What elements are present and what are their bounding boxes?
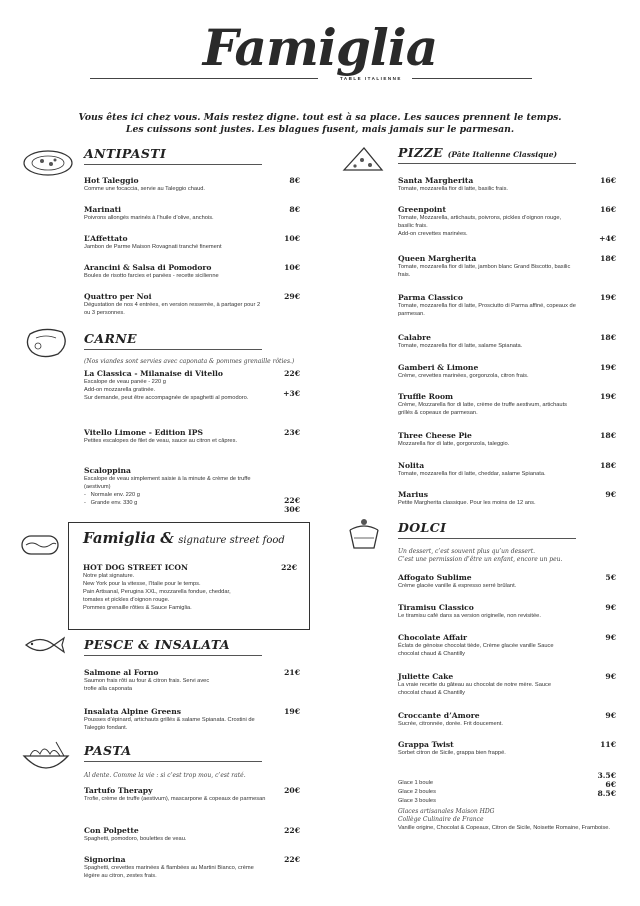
item-desc: Petite Margherita classique. Pour les moins de 12 ans.: [398, 500, 536, 506]
item-name: Juliette Cake: [398, 672, 454, 681]
menu-item-salmone: [84, 668, 300, 693]
menu-item-marinati: [84, 205, 300, 222]
menu-item-arancini: [84, 263, 300, 280]
item-price: 22€: [284, 855, 300, 864]
steak-icon: [24, 326, 70, 360]
item-name: Truffle Room: [398, 392, 454, 401]
item-desc: Petites escalopes de filet de veau, sauce au citron et câpres.: [84, 438, 238, 444]
signature-heading: [83, 529, 285, 548]
signature-brand: Famiglia: [83, 529, 156, 547]
item-price: 10€: [284, 234, 300, 243]
menu-item-calabre: [398, 333, 616, 350]
menu-item-grappa-twist: [398, 740, 616, 757]
item-name: Croccante d’Amore: [398, 711, 480, 720]
carne-rule: [84, 349, 262, 350]
logo: [0, 18, 640, 78]
item-desc: Pousses d’épinard, artichauts grillés & salame Spianata. Crostini de Taleggio fondant.: [84, 717, 255, 731]
item-desc: Crème, crevettes marinées, gorgonzola, citron frais.: [398, 373, 529, 379]
item-price: 18€: [600, 333, 616, 342]
fish-icon: [22, 634, 68, 656]
item-desc: La vraie recette du gâteau au chocolat de notre mère. Sauce chocolat chaud & Chantilly: [398, 682, 552, 696]
option-normal-price: 22€: [284, 496, 300, 505]
item-desc: Sucrée, citronnée, dorée. Frit doucement.: [398, 721, 503, 727]
hotdog-icon: [18, 530, 62, 560]
item-price: 8€: [289, 176, 300, 185]
menu-item-santa-margherita: [398, 176, 616, 193]
menu-item-signorina: [84, 855, 300, 880]
dolci-title: DOLCI: [398, 520, 447, 535]
item-name: Vitello Limone - Edition IPS: [84, 428, 203, 437]
item-desc: Tomate, mozzarella fior di latte, Prosciutto di Parma affiné, copeaux de parmesan.: [398, 303, 576, 317]
item-name: Santa Margherita: [398, 176, 474, 185]
logo-divider-right: [412, 78, 532, 79]
menu-item-affogato: [398, 573, 616, 590]
glace-flavours: Vanille origine, Chocolat & Copeaux, Citron de Sicile, Noisette Romaine, Framboise.: [398, 825, 611, 831]
glace-label: Glace 3 boules: [398, 798, 436, 804]
item-desc: Escalope de veau panée - 220 g: [84, 379, 166, 385]
antipasti-heading: [84, 146, 262, 165]
menu-item-tartufo-therapy: [84, 786, 300, 803]
menu-item-chocolate-affair: [398, 633, 616, 658]
item-name: Arancini & Salsa di Pomodoro: [84, 263, 212, 272]
item-desc: Sorbet citron de Sicile, grappa bien frappé.: [398, 750, 506, 756]
option-grande-price: 30€: [284, 505, 300, 514]
item-addon: Add-on crevettes marinées.: [398, 231, 468, 237]
item-name: Calabre: [398, 333, 431, 342]
item-name: Marinati: [84, 205, 122, 214]
item-price: 18€: [600, 431, 616, 440]
signature-line-2: New York pour la vitesse, l’Italie pour le temps.: [83, 581, 201, 587]
menu-item-croccante: [398, 711, 616, 728]
item-desc: Tomate, mozzarella fior di latte, cheddar, salame Spianata.: [398, 471, 546, 477]
menu-item-juliette-cake: [398, 672, 616, 697]
item-name: Nolita: [398, 461, 425, 470]
item-name: HOT DOG STREET ICON: [83, 563, 188, 572]
menu-item-vitello-limone: [84, 428, 300, 445]
item-name: Insalata Alpine Greens: [84, 707, 182, 716]
item-addon-price: +4€: [599, 234, 616, 243]
item-addon: Add-on mozzarella gratinée.: [84, 387, 156, 393]
brand-subtitle: TABLE ITALIENNE: [340, 76, 402, 81]
option-label: Grande env. 330 g: [90, 500, 138, 506]
item-price: 22€: [281, 563, 297, 572]
glace-row: [398, 771, 616, 786]
dolci-rule: [398, 538, 576, 539]
signature-line-3: Pain Artisanal, Perugina XXL, mozzarella fondue, cheddar,: [83, 589, 231, 595]
item-desc: Éclats de génoise chocolat tiède, Crème glacée vanille Sauce chocolat chaud & Chantilly: [398, 643, 554, 657]
dolci-note-line-1: Un dessert, c’est souvent plus qu’un dessert.: [398, 548, 536, 555]
pizze-heading: [398, 145, 576, 164]
item-option-grande: - Grande env. 330 g: [84, 500, 138, 506]
item-desc: Comme une focaccia, servie au Taleggio chaud.: [84, 186, 205, 192]
menu-item-quattro-per-noi: [84, 292, 300, 317]
carne-note: (Nos viandes sont servies avec caponata & pommes grenaille rôties.): [84, 358, 295, 365]
item-name: Gamberi & Limone: [398, 363, 479, 372]
glaces-info: [398, 808, 616, 832]
menu-item-marius: [398, 490, 616, 507]
menu-item-tiramisu: [398, 603, 616, 620]
item-name: Con Polpette: [84, 826, 139, 835]
menu-item-nolita: [398, 461, 616, 478]
item-price: 9€: [605, 672, 616, 681]
signature-line-1: Notre plat signature.: [83, 573, 135, 579]
item-name: Greenpoint: [398, 205, 446, 214]
glaces-list: [398, 771, 616, 804]
carne-heading: [84, 331, 262, 350]
item-desc: Escalope de veau simplement saisie à la minute & crème de truffe (aestivum): [84, 476, 251, 490]
item-price: 11€: [600, 740, 616, 749]
item-desc: Trofie, crème de truffe (aestivum), mascarpone & copeaux de parmesan: [84, 796, 266, 802]
intro-line-1: Vous êtes ici chez vous. Mais restez digne. tout est à sa place. Les sauces prennent le temps.: [78, 112, 562, 123]
item-price: 8€: [289, 205, 300, 214]
item-name: Chocolate Affair: [398, 633, 468, 642]
item-name: Affogato Sublime: [398, 573, 472, 582]
menu-item-affettato: [84, 234, 300, 251]
menu-item-greenpoint: [398, 205, 616, 243]
item-desc: Dégustation de nos 4 entrées, en version resserrée, à partager pour 2 ou 3 personnes.: [84, 302, 261, 316]
item-name: Signorina: [84, 855, 126, 864]
item-name: Parma Classico: [398, 293, 463, 302]
item-price: 19€: [284, 707, 300, 716]
pasta-title: PASTA: [84, 743, 132, 758]
item-name: Grappa Twist: [398, 740, 454, 749]
item-desc: Spaghetti, crevettes marinées & flambées au Martini Bianco, crème légère au citron, zestes frais.: [84, 865, 254, 879]
item-price: 10€: [284, 263, 300, 272]
item-desc: Jambon de Parme Maison Rovagnati tranché finement: [84, 244, 222, 250]
signature-script: signature street food: [178, 535, 285, 546]
item-price: 19€: [600, 293, 616, 302]
glace-label: Glace 2 boules: [398, 789, 436, 795]
pasta-note: Al dente. Comme la vie : si c’est trop mou, c’est raté.: [84, 772, 246, 779]
pesce-rule: [84, 655, 262, 656]
item-price: 23€: [284, 428, 300, 437]
menu-item-three-cheese-pie: [398, 431, 616, 448]
item-name: Hot Taleggio: [84, 176, 139, 185]
item-price: 19€: [600, 363, 616, 372]
item-desc: Tomate, mozzarella fior di latte, jambon blanc Grand Biscotto, basilic frais.: [398, 264, 571, 278]
menu-item-gamberi-limone: [398, 363, 616, 380]
dessert-cup-icon: [346, 516, 382, 554]
item-name: La Classica - Milanaise di Vitello: [84, 369, 223, 378]
item-addon-price: +3€: [283, 389, 300, 398]
intro-text: [70, 112, 570, 136]
menu-item-hot-taleggio: [84, 176, 300, 193]
item-name: Salmone al Forno: [84, 668, 159, 677]
glace-label: Glace 1 boule: [398, 780, 434, 786]
artisan-line-2: Collège Culinaire de France: [398, 816, 484, 823]
item-desc: Boules de risotto farcies et panées - recette sicilienne: [84, 273, 219, 279]
item-price: 9€: [605, 633, 616, 642]
item-price: 21€: [284, 668, 300, 677]
glace-price: 8.5€: [597, 789, 616, 798]
signature-line-4: tomates et pickles d’oignon rouge.: [83, 597, 170, 603]
item-desc: Mozzarella fior di latte, gorgonzola, taleggio.: [398, 441, 510, 447]
item-name: Three Cheese Pie: [398, 431, 472, 440]
item-desc: Saumon frais rôti au four & citron frais. Servi avec trofie alla caponata: [84, 678, 210, 692]
item-price: 18€: [600, 254, 616, 263]
item-price: 19€: [600, 392, 616, 401]
intro-line-2: Les cuissons sont justes. Les blagues fusent, mais jamais sur le parmesan.: [125, 124, 515, 135]
pasta-heading: [84, 743, 262, 762]
plate-icon: [22, 148, 74, 178]
item-desc: Tomate, mozzarella fior di latte, salame Spianata.: [398, 343, 523, 349]
item-desc: Le tiramisu café dans sa version originelle, non revisitée.: [398, 613, 541, 619]
menu-item-queen-margherita: [398, 254, 616, 279]
item-name: Quattro per Noi: [84, 292, 152, 301]
pasta-bowl-icon: [20, 740, 72, 776]
item-desc: Spaghetti, pomodoro, boulettes de veau.: [84, 836, 187, 842]
dolci-note: [398, 548, 616, 564]
menu-item-parma-classico: [398, 293, 616, 318]
menu-item-con-polpette: [84, 826, 300, 843]
item-price: 9€: [605, 490, 616, 499]
pizze-title: PIZZE: [398, 145, 444, 160]
dolci-note-line-2: C’est une permission d’être un enfant, encore un peu.: [398, 556, 563, 563]
pizze-title-row: [398, 145, 576, 160]
item-name: L’Affettato: [84, 234, 128, 243]
item-desc: Tomate, Mozzarella, artichauts, poivrons, pickles d’oignon rouge, basilic frais.: [398, 215, 562, 229]
item-price: 22€: [284, 369, 300, 378]
item-name: Scaloppina: [84, 466, 131, 475]
item-price: 16€: [600, 205, 616, 214]
signature-line-5: Pommes grenaille rôties & Sauce Famiglia.: [83, 605, 192, 611]
signature-box: [68, 522, 310, 630]
glace-row: [398, 789, 616, 804]
menu-item-hot-dog: [83, 563, 297, 612]
item-price: 29€: [284, 292, 300, 301]
logo-divider-left: [90, 78, 318, 79]
item-price: 5€: [605, 573, 616, 582]
pizze-rule: [398, 163, 576, 164]
antipasti-rule: [84, 164, 262, 165]
menu-item-scaloppina: [84, 466, 300, 514]
item-desc: Crème glacée vanille & espresso serré brûlant.: [398, 583, 517, 589]
item-name: Marius: [398, 490, 429, 499]
item-price: 9€: [605, 711, 616, 720]
item-price: 18€: [600, 461, 616, 470]
option-label: Normale env. 220 g: [90, 492, 140, 498]
item-desc: Tomate, mozzarella fior di latte, basilic frais.: [398, 186, 508, 192]
pesce-heading: [84, 637, 262, 656]
item-option-normal: - Normale env. 220 g: [84, 492, 140, 498]
antipasti-title: ANTIPASTI: [84, 146, 167, 161]
item-name: Tartufo Therapy: [84, 786, 153, 795]
menu-item-la-classica: [84, 369, 300, 402]
menu-item-truffle-room: [398, 392, 616, 417]
menu-item-insalata: [84, 707, 300, 732]
pizza-slice-icon: [340, 144, 386, 174]
glace-price: 6€: [605, 780, 616, 789]
item-desc: Crème, Mozzarella fior di latte, crème de truffe aestivum, artichauts grillés & copeaux de parmesan.: [398, 402, 568, 416]
signature-amp: &: [160, 529, 174, 547]
pesce-title: PESCE & INSALATA: [84, 637, 230, 652]
item-name: Tiramisu Classico: [398, 603, 474, 612]
item-price: 16€: [600, 176, 616, 185]
glace-price: 3.5€: [597, 771, 616, 780]
item-desc: Poivrons allongés marinés à l’huile d’olive, anchois.: [84, 215, 214, 221]
brand-title: Famiglia: [202, 18, 438, 77]
dolci-heading: [398, 520, 576, 539]
item-desc-extra: Sur demande, peut être accompagnée de spaghetti al pomodoro.: [84, 395, 249, 401]
artisan-line-1: Glaces artisanales Maison HDG: [398, 808, 495, 815]
pizze-subtitle: (Pâte Italienne Classique): [447, 150, 558, 159]
item-price: 22€: [284, 826, 300, 835]
item-name: Queen Margherita: [398, 254, 477, 263]
carne-title: CARNE: [84, 331, 137, 346]
pasta-rule: [84, 761, 262, 762]
item-price: 20€: [284, 786, 300, 795]
item-price: 9€: [605, 603, 616, 612]
